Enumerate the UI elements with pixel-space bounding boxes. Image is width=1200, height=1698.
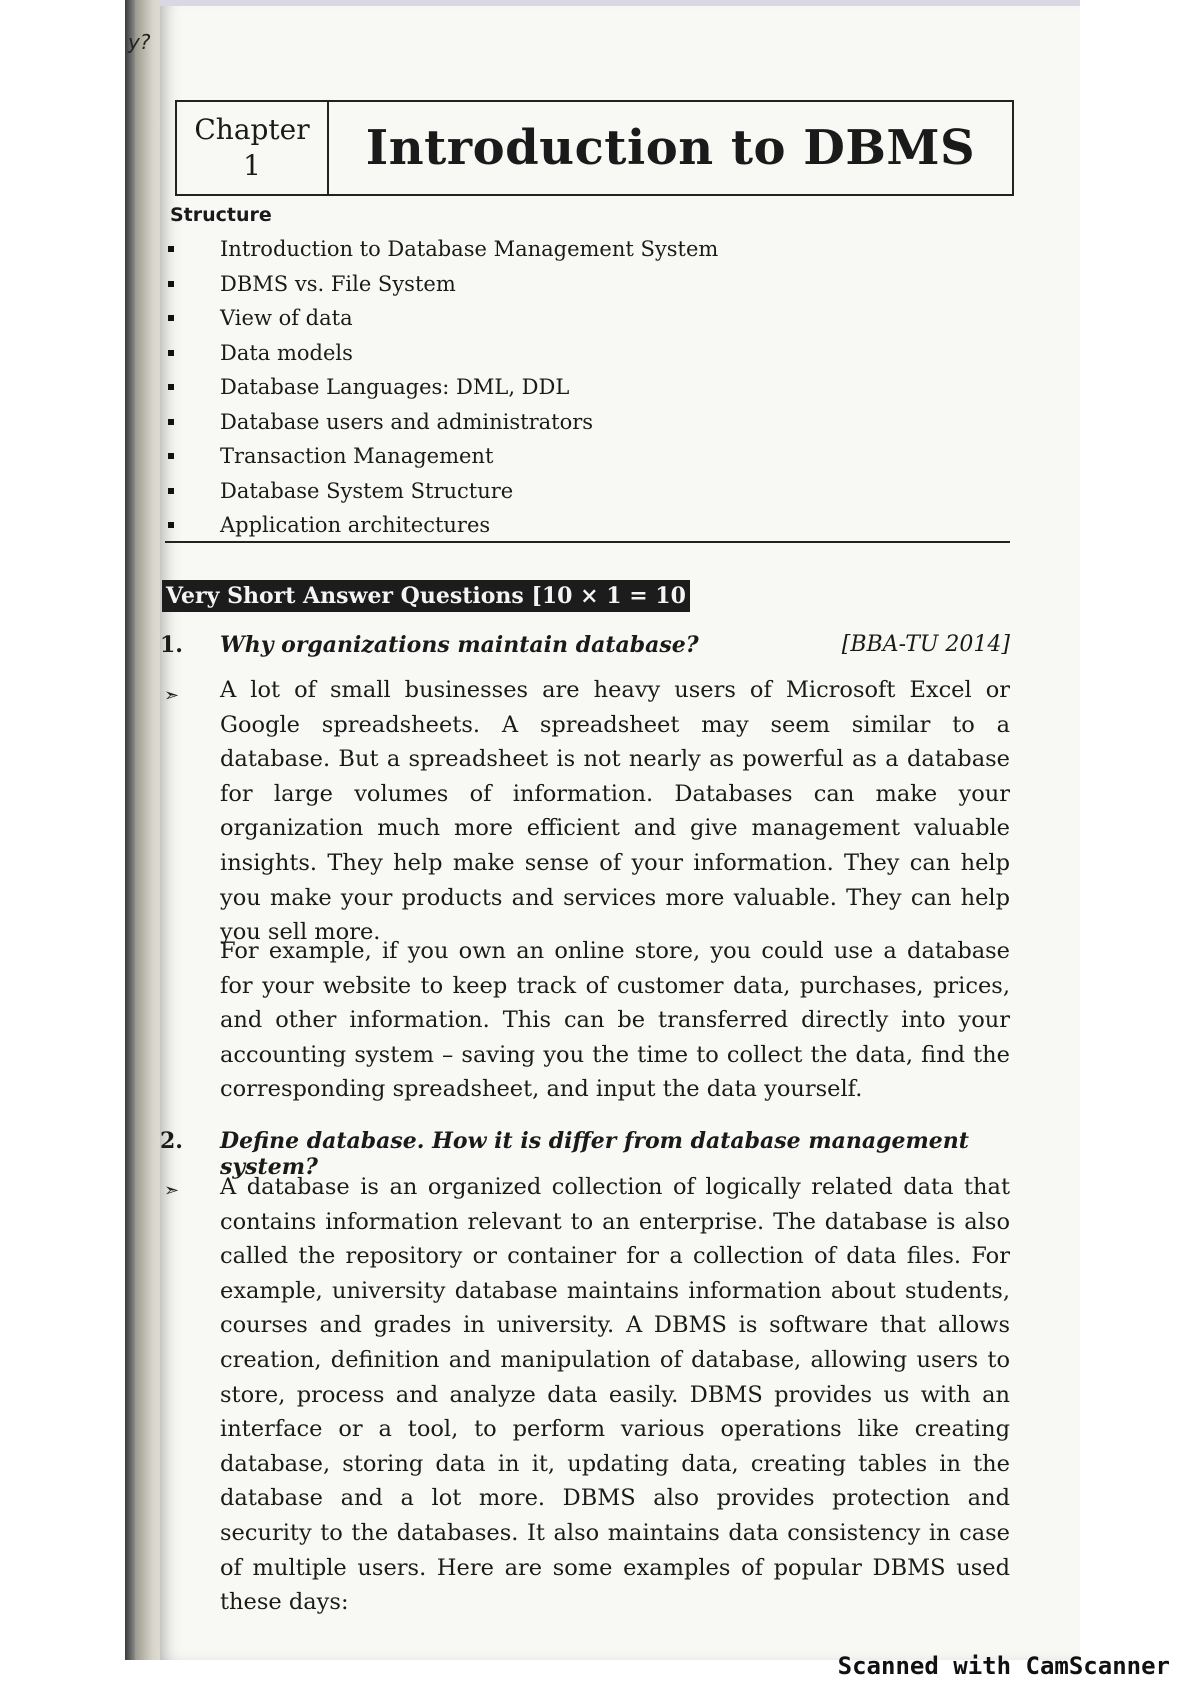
structure-item: Transaction Management (168, 439, 868, 474)
question-number: 1. (160, 632, 183, 658)
chapter-label: Chapter (194, 113, 310, 146)
structure-item: Application architectures (168, 508, 868, 543)
chapter-number: 1 (243, 149, 261, 182)
scanner-watermark: Scanned with CamScanner (837, 1652, 1170, 1680)
structure-item: Database Languages: DML, DDL (168, 370, 868, 405)
chapter-title: Introduction to DBMS (365, 120, 976, 176)
structure-heading: Structure (170, 204, 272, 226)
question-text: Define database. How it is differ from database management system? (220, 1128, 969, 1180)
section-title: Very Short Answer Questions [10 × 1 = 10 (162, 580, 690, 612)
book-spine-shadow (125, 0, 135, 1660)
structure-item: Database users and administrators (168, 405, 868, 440)
chapter-header (175, 100, 1014, 196)
question-text: Why organizations maintain database? (220, 632, 699, 658)
answer-paragraph: For example, if you own an online store, you could use a database for your website to keep track of customer data, purchases, prices, and other information. This can be transferred directly into your accounting system – saving you the time to collect the data, find the corresponding spreadsheet, and input the data yourself. (220, 938, 1010, 1103)
edge-handwritten-mark: y? (128, 30, 151, 54)
section-divider (165, 541, 1010, 543)
scan-background (0, 0, 130, 1660)
answer-arrow-icon: ➣ (164, 1180, 180, 1201)
question-reference: [BBA-TU 2014] (841, 632, 1010, 657)
structure-item: Database System Structure (168, 474, 868, 509)
structure-item: Data models (168, 336, 868, 371)
answer-paragraph: A database is an organized collection of logically related data that contains information relevant to an enterprise. The database is also called the repository or container for a collection of data files. For example, university database maintains information about students, courses and grades in university. A DBMS is software that allows creation, definition and manipulation of database, allowing users to store, process and analyze data easily. DBMS provides us with an interface or a tool, to perform various operations like creating database, storing data in it, updating data, creating tables in the database and a lot more. DBMS also provides protection and security to the databases. It also maintains data consistency in case of multiple users. Here are some examples of popular DBMS used these days: (220, 1174, 1010, 1616)
structure-item: Introduction to Database Management System (168, 232, 868, 267)
structure-item: DBMS vs. File System (168, 267, 868, 302)
answer-arrow-icon: ➣ (164, 685, 180, 706)
page-top-edge (160, 0, 1080, 6)
chapter-label-cell (177, 102, 329, 194)
structure-list (168, 232, 868, 543)
question-number: 2. (160, 1128, 183, 1154)
answer-paragraph: A lot of small businesses are heavy users of Microsoft Excel or Google spreadsheets. A spreadsheet may seem similar to a database. But a spreadsheet is not nearly as powerful as a database for large volumes of information. Databases can make your organization much more efficient and give management valuable insights. They help make sense of your information. They can help you make your products and services more valuable. They can help you sell more. (220, 677, 1010, 946)
structure-item: View of data (168, 301, 868, 336)
